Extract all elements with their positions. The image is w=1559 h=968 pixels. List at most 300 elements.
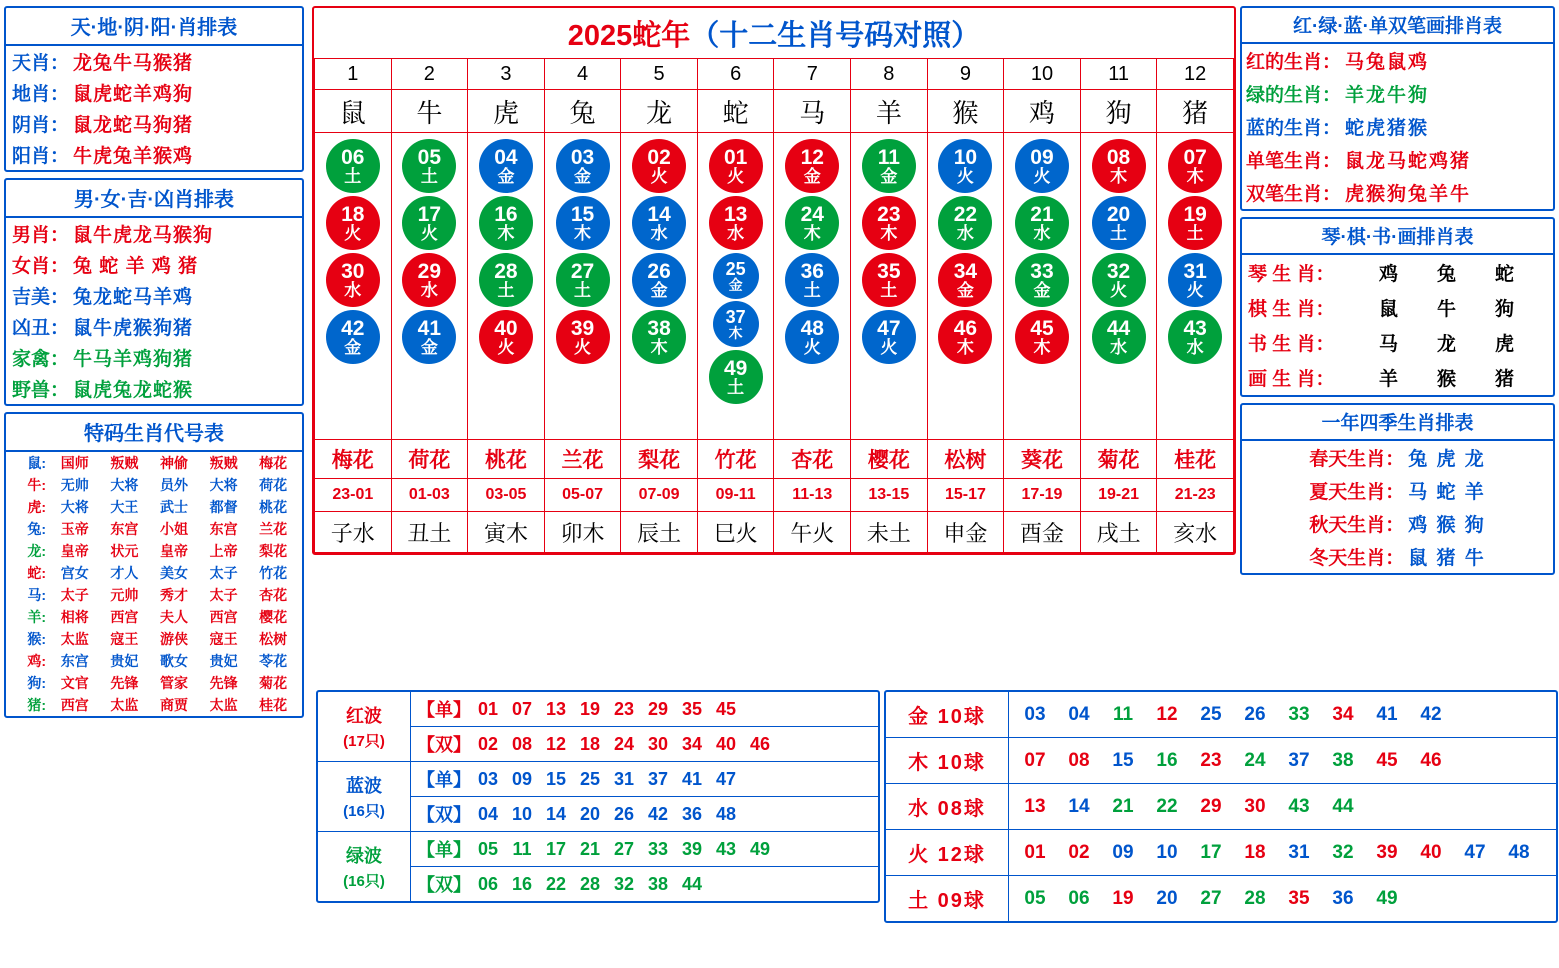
nan-nv-label: 家禽： xyxy=(12,349,70,370)
wave-count: (16只) xyxy=(343,873,385,890)
ball-element: 火 xyxy=(497,338,515,357)
nan-nv-label: 凶丑： xyxy=(12,318,70,339)
color-stroke-label: 蓝的生肖： xyxy=(1246,118,1342,139)
element-number: 45 xyxy=(1376,749,1398,771)
main-chart xyxy=(312,6,1236,555)
season-value: 鸡 猴 狗 xyxy=(1408,515,1486,536)
ball-cell xyxy=(697,133,774,440)
column-index: 3 xyxy=(468,59,545,90)
ball-number: 02 xyxy=(647,146,671,169)
ball-number: 06 xyxy=(341,146,365,169)
color-stroke-row xyxy=(1242,176,1553,209)
element-number: 28 xyxy=(1244,887,1266,909)
special-code-title: 特码生肖代号表 xyxy=(6,414,302,452)
ball-cell xyxy=(1080,133,1157,440)
wave-number-list xyxy=(471,699,743,720)
ball-number: 45 xyxy=(1030,317,1054,340)
nan-nv-ji-xiong-title: 男·女·吉·凶肖排表 xyxy=(6,180,302,218)
age-range: 01-03 xyxy=(391,479,468,512)
code-cell: 叛贼 xyxy=(110,455,139,471)
ball-element: 水 xyxy=(420,281,438,300)
wave-number: 43 xyxy=(715,838,737,859)
number-ball xyxy=(632,310,686,364)
element-row xyxy=(315,512,1234,553)
season-label: 春天生肖： xyxy=(1309,449,1405,470)
number-ball xyxy=(556,310,610,364)
code-cell: 大将 xyxy=(209,477,238,493)
element-number: 10 xyxy=(1156,841,1178,863)
number-ball xyxy=(1168,253,1222,307)
ball-element: 金 xyxy=(650,281,668,300)
four-seasons-rows xyxy=(1242,441,1553,573)
number-ball xyxy=(1168,196,1222,250)
ball-number: 44 xyxy=(1106,317,1131,340)
code-cell: 杏花 xyxy=(259,587,288,603)
number-ball xyxy=(938,139,992,193)
ball-number: 40 xyxy=(494,317,518,340)
ball-cell xyxy=(315,133,392,440)
element-number: 46 xyxy=(1420,749,1442,771)
season-value: 兔 虎 龙 xyxy=(1408,449,1486,470)
code-cell: 状元 xyxy=(110,543,139,559)
element-number: 48 xyxy=(1508,841,1530,863)
ball-number: 39 xyxy=(570,317,595,340)
ball-number: 04 xyxy=(494,146,518,169)
element-number: 02 xyxy=(1068,841,1090,863)
ball-element: 火 xyxy=(574,338,592,357)
zodiac-label: 羊: xyxy=(27,609,46,625)
ball-number: 01 xyxy=(723,146,748,169)
special-code-rows xyxy=(6,452,302,716)
number-ball xyxy=(709,350,763,404)
number-ball xyxy=(1092,253,1146,307)
column-index: 9 xyxy=(927,59,1004,90)
tian-di-label: 天肖： xyxy=(12,53,70,74)
element-number: 19 xyxy=(1112,887,1134,909)
element-row xyxy=(886,784,1556,830)
nan-nv-value: 牛马羊鸡狗猪 xyxy=(73,349,194,370)
ball-element: 火 xyxy=(420,224,438,243)
qin-qi-shu-hua-value: 马 龙 虎 xyxy=(1378,334,1524,355)
wave-number: 28 xyxy=(579,873,601,894)
ball-number: 37 xyxy=(725,307,746,327)
tian-di-value: 鼠虎蛇羊鸡狗 xyxy=(73,84,194,105)
code-cell: 美女 xyxy=(159,565,188,581)
ball-element: 水 xyxy=(956,224,974,243)
number-ball xyxy=(713,253,759,299)
ball-element: 木 xyxy=(728,325,743,341)
wave-count: (16只) xyxy=(343,803,385,820)
nan-nv-row xyxy=(6,218,302,249)
zodiac-name: 马 xyxy=(774,90,851,133)
color-stroke-value: 虎猴狗兔羊牛 xyxy=(1345,184,1472,205)
number-ball xyxy=(479,196,533,250)
element-number: 09 xyxy=(1112,841,1134,863)
age-range: 09-11 xyxy=(697,479,774,512)
tian-di-row xyxy=(6,139,302,170)
branch-element: 巳火 xyxy=(697,512,774,553)
zodiac-label: 兔: xyxy=(27,521,46,537)
wave-number: 26 xyxy=(613,803,635,824)
tian-di-label: 地肖： xyxy=(12,84,70,105)
code-cell: 玉帝 xyxy=(60,521,89,537)
main-title-year: 2025蛇年 xyxy=(567,20,691,52)
ball-cell xyxy=(774,133,851,440)
special-code-row xyxy=(6,452,302,474)
nan-nv-label: 女肖： xyxy=(12,256,70,277)
code-cell: 菊花 xyxy=(259,675,288,691)
ball-element: 木 xyxy=(497,224,515,243)
nan-nv-value: 鼠虎兔龙蛇猴 xyxy=(73,380,194,401)
ball-element: 木 xyxy=(1033,338,1051,357)
ball-number: 23 xyxy=(877,203,901,226)
branch-element: 戌土 xyxy=(1080,512,1157,553)
ball-number: 25 xyxy=(725,259,746,279)
wave-number: 05 xyxy=(477,838,499,859)
tian-di-label: 阳肖： xyxy=(12,146,70,167)
flower-name: 樱花 xyxy=(851,440,928,479)
zodiac-label: 马: xyxy=(27,587,46,603)
ball-row xyxy=(315,133,1234,440)
code-cell: 桃花 xyxy=(259,499,288,515)
code-cell: 大将 xyxy=(60,499,89,515)
ball-element: 火 xyxy=(1110,281,1128,300)
qin-qi-shu-hua-row xyxy=(1242,325,1553,360)
number-ball xyxy=(402,139,456,193)
number-ball xyxy=(938,253,992,307)
wave-number: 11 xyxy=(512,838,532,859)
color-stroke-label: 双笔生肖： xyxy=(1246,184,1342,205)
number-ball xyxy=(632,139,686,193)
wave-number: 36 xyxy=(681,803,703,824)
code-cell: 梨花 xyxy=(259,543,288,559)
code-cell: 宫女 xyxy=(60,565,89,581)
season-row xyxy=(1242,540,1553,573)
code-cell: 员外 xyxy=(159,477,188,493)
wave-parity-tag: 【双】 xyxy=(417,875,471,895)
ball-element: 金 xyxy=(420,338,438,357)
wave-name: 绿波 xyxy=(346,846,382,866)
five-elements-table xyxy=(884,690,1558,923)
wave-numbers xyxy=(411,762,878,831)
tian-di-value: 牛虎兔羊猴鸡 xyxy=(73,146,194,167)
nan-nv-label: 野兽： xyxy=(12,380,70,401)
code-cell: 才人 xyxy=(110,565,139,581)
code-cell: 太监 xyxy=(110,697,139,713)
wave-number: 04 xyxy=(477,803,499,824)
wave-number: 10 xyxy=(511,803,533,824)
zodiac-label: 龙: xyxy=(27,543,46,559)
column-index: 6 xyxy=(697,59,774,90)
code-cell: 寇王 xyxy=(110,631,139,647)
element-number: 27 xyxy=(1200,887,1222,909)
code-cell: 苓花 xyxy=(259,653,288,669)
wave-number: 31 xyxy=(613,768,635,789)
zodiac-row xyxy=(315,90,1234,133)
element-row xyxy=(886,876,1556,921)
ball-element: 土 xyxy=(344,167,362,186)
ball-number: 15 xyxy=(570,203,595,226)
element-number: 34 xyxy=(1332,703,1354,725)
number-ball xyxy=(402,253,456,307)
qin-qi-shu-hua-rows xyxy=(1242,255,1553,395)
tian-di-value: 龙兔牛马猴猪 xyxy=(73,53,194,74)
code-cell: 东宫 xyxy=(110,521,139,537)
code-cell: 大将 xyxy=(110,477,139,493)
color-stroke-rows xyxy=(1242,44,1553,209)
ball-element: 土 xyxy=(574,281,592,300)
zodiac-name: 猴 xyxy=(927,90,1004,133)
ball-cell xyxy=(1004,133,1081,440)
ball-cell xyxy=(927,133,1004,440)
wave-parity-tag: 【双】 xyxy=(417,735,471,755)
element-number: 23 xyxy=(1200,749,1222,771)
element-number: 25 xyxy=(1200,703,1222,725)
age-range: 17-19 xyxy=(1004,479,1081,512)
ball-number: 21 xyxy=(1030,203,1054,226)
element-number: 24 xyxy=(1244,749,1266,771)
code-cell: 松树 xyxy=(259,631,288,647)
column-index: 5 xyxy=(621,59,698,90)
ball-element: 火 xyxy=(956,167,974,186)
number-ball xyxy=(938,310,992,364)
number-ball xyxy=(1015,196,1069,250)
wave-number: 32 xyxy=(613,873,635,894)
element-number: 33 xyxy=(1288,703,1310,725)
wave-table xyxy=(316,690,880,903)
branch-element: 午火 xyxy=(774,512,851,553)
number-ball xyxy=(556,253,610,307)
tian-di-yin-yang-title: 天·地·阴·阳·肖排表 xyxy=(6,8,302,46)
special-code-row xyxy=(6,562,302,584)
zodiac-name: 牛 xyxy=(391,90,468,133)
code-cell: 大王 xyxy=(110,499,139,515)
element-row xyxy=(886,830,1556,876)
element-number: 47 xyxy=(1464,841,1486,863)
code-cell: 先锋 xyxy=(209,675,238,691)
number-ball xyxy=(1092,196,1146,250)
ball-element: 水 xyxy=(650,224,668,243)
code-cell: 商贾 xyxy=(159,697,188,713)
flower-name: 桃花 xyxy=(468,440,545,479)
element-number: 44 xyxy=(1332,795,1354,817)
wave-number-list xyxy=(471,769,743,790)
code-cell: 文官 xyxy=(60,675,89,691)
qin-qi-shu-hua-row xyxy=(1242,290,1553,325)
ball-number: 47 xyxy=(877,317,901,340)
nan-nv-label: 吉美： xyxy=(12,287,70,308)
ball-number: 08 xyxy=(1106,146,1131,169)
ball-element: 火 xyxy=(344,224,362,243)
qin-qi-shu-hua-row xyxy=(1242,360,1553,395)
zodiac-name: 羊 xyxy=(851,90,928,133)
ball-number: 14 xyxy=(647,203,671,226)
ball-number: 33 xyxy=(1030,260,1054,283)
zodiac-name: 鸡 xyxy=(1004,90,1081,133)
element-number: 04 xyxy=(1068,703,1090,725)
qin-qi-shu-hua-value: 鼠 牛 狗 xyxy=(1378,299,1524,320)
ball-number: 49 xyxy=(723,357,748,380)
element-number: 14 xyxy=(1068,795,1090,817)
ball-element: 木 xyxy=(956,338,974,357)
wave-label xyxy=(318,692,411,761)
branch-element: 未土 xyxy=(851,512,928,553)
branch-element: 酉金 xyxy=(1004,512,1081,553)
number-ball xyxy=(785,253,839,307)
right-column xyxy=(1240,6,1555,581)
element-label: 金 10球 xyxy=(886,692,1009,737)
number-ball xyxy=(479,310,533,364)
number-ball xyxy=(326,310,380,364)
ball-element: 水 xyxy=(1186,338,1204,357)
element-number: 38 xyxy=(1332,749,1354,771)
branch-element: 辰土 xyxy=(621,512,698,553)
ball-element: 土 xyxy=(803,281,821,300)
wave-number-list xyxy=(471,874,709,895)
ball-number: 29 xyxy=(417,260,442,283)
number-ball xyxy=(1015,310,1069,364)
element-number: 03 xyxy=(1024,703,1046,725)
number-ball xyxy=(402,310,456,364)
wave-number: 08 xyxy=(511,733,533,754)
code-cell: 游侠 xyxy=(159,631,188,647)
nan-nv-row xyxy=(6,342,302,373)
ball-element: 水 xyxy=(344,281,362,300)
wave-parity-tag: 【单】 xyxy=(417,770,471,790)
number-ball xyxy=(479,253,533,307)
zodiac-name: 鼠 xyxy=(315,90,392,133)
wave-number: 40 xyxy=(715,733,737,754)
wave-number-list xyxy=(471,804,743,825)
element-label: 土 09球 xyxy=(886,876,1009,921)
ball-element: 火 xyxy=(803,338,821,357)
main-title xyxy=(314,8,1234,58)
zodiac-name: 龙 xyxy=(621,90,698,133)
column-index: 10 xyxy=(1004,59,1081,90)
element-row xyxy=(886,738,1556,784)
ball-number: 11 xyxy=(877,146,900,169)
element-label: 木 10球 xyxy=(886,738,1009,783)
age-range: 19-21 xyxy=(1080,479,1157,512)
age-range: 05-07 xyxy=(544,479,621,512)
tian-di-yin-yang-rows xyxy=(6,46,302,170)
element-label: 水 08球 xyxy=(886,784,1009,829)
code-cell: 东宫 xyxy=(60,653,89,669)
number-ball xyxy=(556,139,610,193)
qin-qi-shu-hua-label: 棋 生 肖： xyxy=(1248,299,1335,320)
column-index: 4 xyxy=(544,59,621,90)
wave-number: 25 xyxy=(579,768,601,789)
number-ball xyxy=(1168,310,1222,364)
number-ball xyxy=(1015,253,1069,307)
flower-name: 梨花 xyxy=(621,440,698,479)
wave-number: 24 xyxy=(613,733,635,754)
number-ball xyxy=(326,196,380,250)
ball-element: 土 xyxy=(420,167,438,186)
element-number: 43 xyxy=(1288,795,1310,817)
ball-number: 42 xyxy=(341,317,365,340)
color-stroke-row xyxy=(1242,77,1553,110)
wave-line xyxy=(411,692,878,726)
wave-label xyxy=(318,832,411,901)
wave-label xyxy=(318,762,411,831)
qin-qi-shu-hua-title: 琴·棋·书·画排肖表 xyxy=(1242,219,1553,255)
ball-number: 43 xyxy=(1183,317,1207,340)
nan-nv-ji-xiong-rows xyxy=(6,218,302,404)
element-number: 06 xyxy=(1068,887,1090,909)
code-cell: 先锋 xyxy=(110,675,139,691)
special-code-row xyxy=(6,628,302,650)
ball-element: 火 xyxy=(1186,281,1204,300)
wave-number: 21 xyxy=(579,838,601,859)
zodiac-label: 蛇: xyxy=(27,565,46,581)
code-cell: 樱花 xyxy=(259,609,288,625)
branch-element: 子水 xyxy=(315,512,392,553)
element-number: 30 xyxy=(1244,795,1266,817)
code-cell: 小姐 xyxy=(159,521,188,537)
special-code-row xyxy=(6,672,302,694)
code-cell: 皇帝 xyxy=(60,543,89,559)
ball-number: 17 xyxy=(417,203,442,226)
wave-name: 红波 xyxy=(346,706,382,726)
tian-di-yin-yang-box xyxy=(4,6,304,172)
nan-nv-value: 鼠牛虎龙马猴狗 xyxy=(73,225,214,246)
age-range: 15-17 xyxy=(927,479,1004,512)
wave-number: 39 xyxy=(681,838,703,859)
season-value: 鼠 猪 牛 xyxy=(1408,548,1486,569)
zodiac-label: 鸡: xyxy=(27,653,46,669)
number-ball xyxy=(1168,139,1222,193)
number-ball xyxy=(1092,139,1146,193)
tian-di-row xyxy=(6,46,302,77)
wave-number: 47 xyxy=(715,768,737,789)
four-seasons-title: 一年四季生肖排表 xyxy=(1242,405,1553,441)
season-value: 马 蛇 羊 xyxy=(1408,482,1486,503)
nan-nv-row xyxy=(6,311,302,342)
code-cell: 贵妃 xyxy=(110,653,139,669)
nan-nv-label: 男肖： xyxy=(12,225,70,246)
element-number: 31 xyxy=(1288,841,1310,863)
code-cell: 西宫 xyxy=(209,609,238,625)
season-label: 冬天生肖： xyxy=(1309,548,1405,569)
ball-element: 金 xyxy=(728,277,743,293)
ball-number: 12 xyxy=(800,146,824,169)
nan-nv-value: 兔 蛇 羊 鸡 猪 xyxy=(73,256,199,277)
wave-parity-tag: 【单】 xyxy=(417,840,471,860)
color-stroke-row xyxy=(1242,110,1553,143)
wave-row xyxy=(318,832,878,901)
wave-number: 06 xyxy=(477,873,499,894)
wave-number: 46 xyxy=(749,733,771,754)
tian-di-row xyxy=(6,77,302,108)
wave-number: 45 xyxy=(715,698,737,719)
ball-element: 木 xyxy=(1110,167,1128,186)
special-code-row xyxy=(6,496,302,518)
wave-number: 15 xyxy=(545,768,567,789)
ball-element: 金 xyxy=(574,167,592,186)
special-code-row xyxy=(6,584,302,606)
element-number: 29 xyxy=(1200,795,1222,817)
color-stroke-value: 马兔鼠鸡 xyxy=(1345,52,1430,73)
wave-number: 29 xyxy=(647,698,669,719)
element-number: 20 xyxy=(1156,887,1178,909)
ball-element: 火 xyxy=(880,338,898,357)
ball-number: 19 xyxy=(1183,203,1207,226)
element-number-list xyxy=(1009,692,1556,737)
element-number: 32 xyxy=(1332,841,1354,863)
color-stroke-label: 单笔生肖： xyxy=(1246,151,1342,172)
color-stroke-value: 羊龙牛狗 xyxy=(1345,85,1430,106)
